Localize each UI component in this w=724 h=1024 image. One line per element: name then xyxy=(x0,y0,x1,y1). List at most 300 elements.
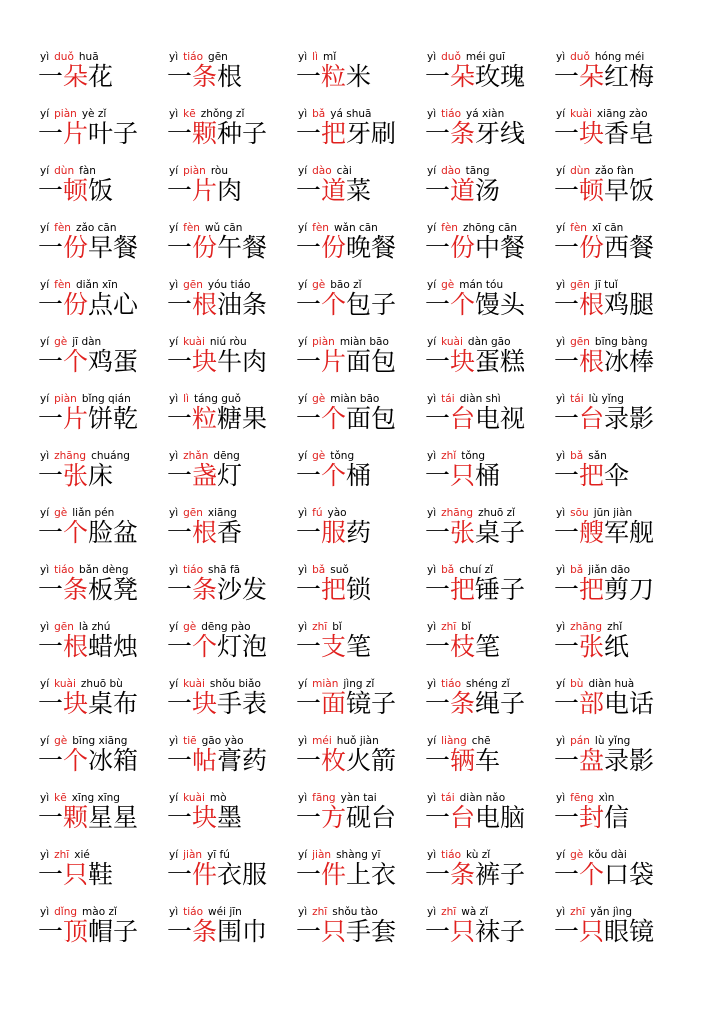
pinyin-syllables: kǒu dài xyxy=(588,849,627,861)
noun: 油条 xyxy=(217,290,268,319)
pinyin-syllables: ròu xyxy=(210,165,228,177)
measure-word-pinyin: gè xyxy=(312,450,326,462)
numeral-one: 一 xyxy=(38,404,64,433)
hanzi-phrase xyxy=(296,746,396,776)
measure-word: 块 xyxy=(192,803,218,832)
hanzi-phrase xyxy=(38,575,138,605)
measure-word: 台 xyxy=(450,803,476,832)
hanzi-phrase xyxy=(38,176,113,206)
hanzi-phrase xyxy=(38,803,138,833)
phrase-cell xyxy=(296,160,425,217)
noun: 锤子 xyxy=(475,575,526,604)
phrase-cell xyxy=(38,217,167,274)
numeral-one: 一 xyxy=(38,290,64,319)
measure-word-pinyin: gè xyxy=(570,849,584,861)
pinyin-syllables: diàn huà xyxy=(588,678,635,690)
pinyin-syllables: yī fú xyxy=(207,849,230,861)
pinyin-syllables: yí xyxy=(40,735,50,747)
measure-word: 朵 xyxy=(450,62,476,91)
phrase-cell xyxy=(425,331,554,388)
measure-word: 份 xyxy=(192,233,218,262)
measure-word: 个 xyxy=(450,290,476,319)
phrase-cell xyxy=(554,160,683,217)
measure-word: 根 xyxy=(63,632,89,661)
phrase-cell xyxy=(38,616,167,673)
measure-word: 台 xyxy=(579,404,605,433)
phrase-cell xyxy=(296,787,425,844)
noun: 纸 xyxy=(604,632,630,661)
noun: 桶 xyxy=(475,461,501,490)
measure-word-pinyin: kuài xyxy=(54,678,76,690)
phrase-cell xyxy=(554,388,683,445)
numeral-one: 一 xyxy=(296,62,322,91)
measure-word: 顶 xyxy=(63,917,89,946)
measure-word-pinyin: tiáo xyxy=(183,564,204,576)
pinyin-syllables: yí xyxy=(298,393,308,405)
pinyin-syllables: wéi jīn xyxy=(208,906,242,918)
noun: 面包 xyxy=(346,347,397,376)
phrase-cell xyxy=(296,616,425,673)
phrase-cell xyxy=(167,103,296,160)
measure-word: 条 xyxy=(192,575,218,604)
numeral-one: 一 xyxy=(554,347,580,376)
pinyin-syllables: zhuō zǐ xyxy=(478,507,516,519)
pinyin-syllables: wà zǐ xyxy=(461,906,489,918)
measure-word: 张 xyxy=(63,461,89,490)
noun: 牙线 xyxy=(475,119,526,148)
pinyin-syllables: yì xyxy=(556,564,566,576)
pinyin-syllables: yì xyxy=(427,678,437,690)
pinyin-syllables: yí xyxy=(427,336,437,348)
measure-word-pinyin: kuài xyxy=(570,108,592,120)
noun: 手表 xyxy=(217,689,268,718)
phrase-cell xyxy=(167,274,296,331)
measure-word: 颗 xyxy=(63,803,89,832)
measure-word: 件 xyxy=(321,860,347,889)
noun: 桶 xyxy=(346,461,372,490)
phrase-cell xyxy=(296,901,425,958)
measure-word-pinyin: méi xyxy=(312,735,332,747)
measure-word: 只 xyxy=(450,917,476,946)
numeral-one: 一 xyxy=(425,575,451,604)
noun: 衣服 xyxy=(217,860,268,889)
noun: 牙刷 xyxy=(346,119,397,148)
pinyin-syllables: dēng xyxy=(213,450,240,462)
pinyin-syllables: yì xyxy=(40,906,50,918)
numeral-one: 一 xyxy=(425,119,451,148)
hanzi-phrase xyxy=(554,233,654,263)
measure-word: 条 xyxy=(450,860,476,889)
measure-word-pinyin: jiàn xyxy=(183,849,203,861)
numeral-one: 一 xyxy=(425,233,451,262)
measure-word-pinyin: bǎ xyxy=(441,564,455,576)
measure-word-pinyin: kē xyxy=(54,792,67,804)
noun: 药 xyxy=(346,518,372,547)
phrase-cell xyxy=(296,502,425,559)
measure-word: 块 xyxy=(63,689,89,718)
hanzi-phrase xyxy=(38,632,138,662)
pinyin-syllables: yì xyxy=(40,450,50,462)
phrase-cell xyxy=(296,331,425,388)
noun: 笔 xyxy=(346,632,372,661)
numeral-one: 一 xyxy=(38,575,64,604)
measure-word-pinyin: zhī xyxy=(312,906,328,918)
hanzi-phrase xyxy=(554,347,654,377)
numeral-one: 一 xyxy=(296,860,322,889)
numeral-one: 一 xyxy=(167,917,193,946)
hanzi-phrase xyxy=(296,62,371,92)
hanzi-phrase xyxy=(296,860,396,890)
measure-word-pinyin: gè xyxy=(183,621,197,633)
measure-word: 块 xyxy=(450,347,476,376)
measure-word-pinyin: fāng xyxy=(312,792,336,804)
measure-word-pinyin: sōu xyxy=(570,507,589,519)
measure-word-pinyin: gè xyxy=(312,393,326,405)
numeral-one: 一 xyxy=(296,803,322,832)
pinyin-syllables: yí xyxy=(556,849,566,861)
pinyin-syllables: diàn shì xyxy=(459,393,501,405)
measure-word-pinyin: gè xyxy=(54,336,68,348)
phrase-cell xyxy=(38,730,167,787)
pinyin-syllables: gāo yào xyxy=(201,735,244,747)
hanzi-phrase xyxy=(296,518,371,548)
pinyin-syllables: yí xyxy=(427,222,437,234)
phrase-cell xyxy=(167,901,296,958)
hanzi-phrase xyxy=(38,404,138,434)
measure-word-pinyin: tái xyxy=(441,792,455,804)
pinyin-syllables: yóu tiáo xyxy=(207,279,251,291)
measure-word-pinyin: bǎ xyxy=(312,108,326,120)
hanzi-phrase xyxy=(425,404,525,434)
measure-word-pinyin: zhī xyxy=(312,621,328,633)
numeral-one: 一 xyxy=(296,575,322,604)
noun: 手套 xyxy=(346,917,397,946)
noun: 口袋 xyxy=(604,860,655,889)
pinyin-syllables: diǎn xīn xyxy=(75,279,118,291)
pinyin-syllables: tǒng xyxy=(330,450,355,462)
noun: 沙发 xyxy=(217,575,268,604)
pinyin-syllables: yí xyxy=(169,792,179,804)
noun: 馒头 xyxy=(475,290,526,319)
numeral-one: 一 xyxy=(38,518,64,547)
measure-word: 颗 xyxy=(192,119,218,148)
numeral-one: 一 xyxy=(167,404,193,433)
numeral-one: 一 xyxy=(296,347,322,376)
numeral-one: 一 xyxy=(38,632,64,661)
phrase-cell xyxy=(425,388,554,445)
pinyin-syllables: miàn bāo xyxy=(339,336,389,348)
phrase-cell xyxy=(296,388,425,445)
numeral-one: 一 xyxy=(554,176,580,205)
hanzi-phrase xyxy=(554,575,654,605)
phrase-cell xyxy=(38,787,167,844)
hanzi-phrase xyxy=(554,917,654,947)
phrase-cell xyxy=(38,331,167,388)
hanzi-phrase xyxy=(296,290,396,320)
measure-word: 只 xyxy=(579,917,605,946)
pinyin-syllables: yì xyxy=(298,507,308,519)
phrase-cell xyxy=(296,445,425,502)
phrase-cell xyxy=(167,388,296,445)
noun: 蛋糕 xyxy=(475,347,526,376)
measure-word: 个 xyxy=(63,347,89,376)
numeral-one: 一 xyxy=(425,803,451,832)
pinyin-syllables: huā xyxy=(78,51,99,63)
noun: 糖果 xyxy=(217,404,268,433)
phrase-cell xyxy=(425,445,554,502)
pinyin-syllables: yí xyxy=(169,849,179,861)
pinyin-syllables: yì xyxy=(40,51,50,63)
phrase-cell xyxy=(38,502,167,559)
hanzi-phrase xyxy=(38,290,138,320)
pinyin-syllables: yí xyxy=(40,108,50,120)
measure-word-pinyin: bǎ xyxy=(312,564,326,576)
phrase-cell xyxy=(554,787,683,844)
measure-word-pinyin: tiáo xyxy=(441,678,462,690)
phrase-cell xyxy=(554,844,683,901)
phrase-cell xyxy=(425,901,554,958)
measure-word-pinyin: kuài xyxy=(183,678,205,690)
pinyin-syllables: yì xyxy=(298,906,308,918)
hanzi-phrase xyxy=(38,689,138,719)
pinyin-syllables: yá xiàn xyxy=(466,108,505,120)
pinyin-syllables: zǎo cān xyxy=(75,222,117,234)
measure-word-pinyin: tiáo xyxy=(441,849,462,861)
noun: 鸡腿 xyxy=(604,290,655,319)
numeral-one: 一 xyxy=(554,689,580,718)
pinyin-syllables: yí xyxy=(298,678,308,690)
noun: 上衣 xyxy=(346,860,397,889)
phrase-cell xyxy=(425,673,554,730)
noun: 鞋 xyxy=(88,860,114,889)
hanzi-phrase xyxy=(296,233,396,263)
phrase-cell xyxy=(296,103,425,160)
pinyin-syllables: yì xyxy=(427,564,437,576)
pinyin-syllables: yì xyxy=(427,393,437,405)
pinyin-syllables: liǎn pén xyxy=(72,507,115,519)
numeral-one: 一 xyxy=(296,404,322,433)
measure-word-pinyin: bǎ xyxy=(570,564,584,576)
phrase-cell xyxy=(296,46,425,103)
measure-word-pinyin: fèn xyxy=(312,222,329,234)
pinyin-syllables: shǒu tào xyxy=(332,906,378,918)
measure-word: 个 xyxy=(579,860,605,889)
phrase-cell xyxy=(425,103,554,160)
numeral-one: 一 xyxy=(167,803,193,832)
hanzi-phrase xyxy=(554,176,654,206)
numeral-one: 一 xyxy=(38,860,64,889)
hanzi-phrase xyxy=(425,233,525,263)
pinyin-syllables: yì xyxy=(556,51,566,63)
pinyin-syllables: yì xyxy=(298,621,308,633)
measure-word: 份 xyxy=(321,233,347,262)
measure-word-pinyin: fèn xyxy=(441,222,458,234)
measure-word: 把 xyxy=(321,119,347,148)
numeral-one: 一 xyxy=(425,290,451,319)
measure-word-pinyin: bù xyxy=(570,678,584,690)
phrase-cell xyxy=(167,673,296,730)
measure-word: 封 xyxy=(579,803,605,832)
pinyin-syllables: bīng xiāng xyxy=(72,735,128,747)
numeral-one: 一 xyxy=(554,461,580,490)
hanzi-phrase xyxy=(296,404,396,434)
measure-word: 个 xyxy=(63,746,89,775)
numeral-one: 一 xyxy=(425,632,451,661)
noun: 板凳 xyxy=(88,575,139,604)
hanzi-phrase xyxy=(167,632,267,662)
phrase-cell xyxy=(554,274,683,331)
measure-word: 面 xyxy=(321,689,347,718)
hanzi-phrase xyxy=(554,62,654,92)
measure-word-pinyin: pán xyxy=(570,735,590,747)
numeral-one: 一 xyxy=(425,347,451,376)
pinyin-syllables: yí xyxy=(169,678,179,690)
pinyin-syllables: mào zǐ xyxy=(82,906,117,918)
numeral-one: 一 xyxy=(425,461,451,490)
pinyin-syllables: kù zǐ xyxy=(466,849,491,861)
noun: 种子 xyxy=(217,119,268,148)
pinyin-syllables: yí xyxy=(40,336,50,348)
pinyin-syllables: yì xyxy=(169,450,179,462)
numeral-one: 一 xyxy=(554,404,580,433)
phrase-cell xyxy=(167,217,296,274)
measure-word: 个 xyxy=(63,518,89,547)
phrase-cell xyxy=(425,616,554,673)
pinyin-syllables: yí xyxy=(40,678,50,690)
measure-word: 只 xyxy=(450,461,476,490)
numeral-one: 一 xyxy=(296,233,322,262)
hanzi-phrase xyxy=(167,575,267,605)
hanzi-phrase xyxy=(167,803,242,833)
noun: 香 xyxy=(217,518,243,547)
hanzi-phrase xyxy=(296,632,371,662)
measure-word-pinyin: kuài xyxy=(441,336,463,348)
measure-word: 辆 xyxy=(450,746,476,775)
pinyin-syllables: tāng xyxy=(465,165,490,177)
noun: 玫瑰 xyxy=(475,62,526,91)
measure-word: 台 xyxy=(450,404,476,433)
noun: 米 xyxy=(346,62,372,91)
pinyin-syllables: yì xyxy=(556,906,566,918)
numeral-one: 一 xyxy=(425,518,451,547)
pinyin-syllables: yí xyxy=(40,222,50,234)
noun: 牛肉 xyxy=(217,347,268,376)
pinyin-syllables: yì xyxy=(427,108,437,120)
phrase-cell xyxy=(167,46,296,103)
measure-word: 顿 xyxy=(63,176,89,205)
measure-word-pinyin: jiàn xyxy=(312,849,332,861)
pinyin-syllables: bǐ xyxy=(332,621,342,633)
measure-word-pinyin: fèn xyxy=(54,222,71,234)
measure-word-pinyin: kuài xyxy=(183,792,205,804)
pinyin-syllables: bāo zǐ xyxy=(330,279,362,291)
measure-word: 个 xyxy=(321,461,347,490)
measure-word-pinyin: zhāng xyxy=(54,450,87,462)
pinyin-syllables: bīng bàng xyxy=(594,336,648,348)
numeral-one: 一 xyxy=(38,917,64,946)
noun: 包子 xyxy=(346,290,397,319)
hanzi-phrase xyxy=(425,575,525,605)
measure-word: 粒 xyxy=(321,62,347,91)
pinyin-syllables: yì xyxy=(427,507,437,519)
pinyin-syllables: yí xyxy=(169,621,179,633)
pinyin-syllables: yì xyxy=(556,507,566,519)
measure-word-pinyin: gè xyxy=(54,507,68,519)
phrase-cell xyxy=(296,274,425,331)
noun: 蜡烛 xyxy=(88,632,139,661)
hanzi-phrase xyxy=(554,746,654,776)
phrase-cell xyxy=(425,502,554,559)
pinyin-syllables: yí xyxy=(556,678,566,690)
noun: 袜子 xyxy=(475,917,526,946)
pinyin-syllables: yì xyxy=(427,906,437,918)
pinyin-syllables: yí xyxy=(40,165,50,177)
phrase-cell xyxy=(554,445,683,502)
hanzi-phrase xyxy=(296,347,396,377)
phrase-cell xyxy=(554,901,683,958)
measure-word-pinyin: gēn xyxy=(570,336,590,348)
measure-word-pinyin: gè xyxy=(312,279,326,291)
noun: 墨 xyxy=(217,803,243,832)
pinyin-syllables: yí xyxy=(169,222,179,234)
measure-word-pinyin: tiáo xyxy=(441,108,462,120)
pinyin-syllables: yí xyxy=(298,450,308,462)
pinyin-syllables: yì xyxy=(169,564,179,576)
numeral-one: 一 xyxy=(554,860,580,889)
hanzi-phrase xyxy=(38,119,138,149)
numeral-one: 一 xyxy=(167,746,193,775)
phrase-cell xyxy=(296,730,425,787)
numeral-one: 一 xyxy=(554,290,580,319)
hanzi-phrase xyxy=(554,632,629,662)
pinyin-syllables: chē xyxy=(471,735,491,747)
pinyin-syllables: diàn nǎo xyxy=(459,792,506,804)
phrase-cell xyxy=(425,160,554,217)
pinyin-syllables: là zhú xyxy=(78,621,111,633)
pinyin-syllables: xiāng xyxy=(207,507,237,519)
pinyin-syllables: yì xyxy=(298,792,308,804)
numeral-one: 一 xyxy=(554,632,580,661)
hanzi-phrase xyxy=(296,461,371,491)
measure-word-pinyin: dùn xyxy=(570,165,591,177)
noun: 根 xyxy=(217,62,243,91)
hanzi-phrase xyxy=(425,632,500,662)
measure-word: 份 xyxy=(63,290,89,319)
numeral-one: 一 xyxy=(38,176,64,205)
noun: 中餐 xyxy=(475,233,526,262)
measure-word-pinyin: tái xyxy=(570,393,584,405)
numeral-one: 一 xyxy=(38,62,64,91)
numeral-one: 一 xyxy=(554,233,580,262)
measure-word: 只 xyxy=(63,860,89,889)
pinyin-syllables: yì xyxy=(169,108,179,120)
measure-word-pinyin: tái xyxy=(441,393,455,405)
measure-word: 帖 xyxy=(192,746,218,775)
pinyin-syllables: bǐ xyxy=(461,621,471,633)
noun: 砚台 xyxy=(346,803,397,832)
pinyin-syllables: bǐng qián xyxy=(81,393,131,405)
pinyin-syllables: yì xyxy=(556,621,566,633)
measure-word-pinyin: zhǎn xyxy=(183,450,209,462)
measure-word: 盏 xyxy=(192,461,218,490)
phrase-cell xyxy=(167,559,296,616)
pinyin-syllables: shā fā xyxy=(208,564,241,576)
measure-word-pinyin: zhǐ xyxy=(441,450,457,462)
hanzi-phrase xyxy=(554,119,654,149)
pinyin-syllables: xiāng zào xyxy=(596,108,648,120)
phrase-cell xyxy=(554,673,683,730)
numeral-one: 一 xyxy=(167,290,193,319)
